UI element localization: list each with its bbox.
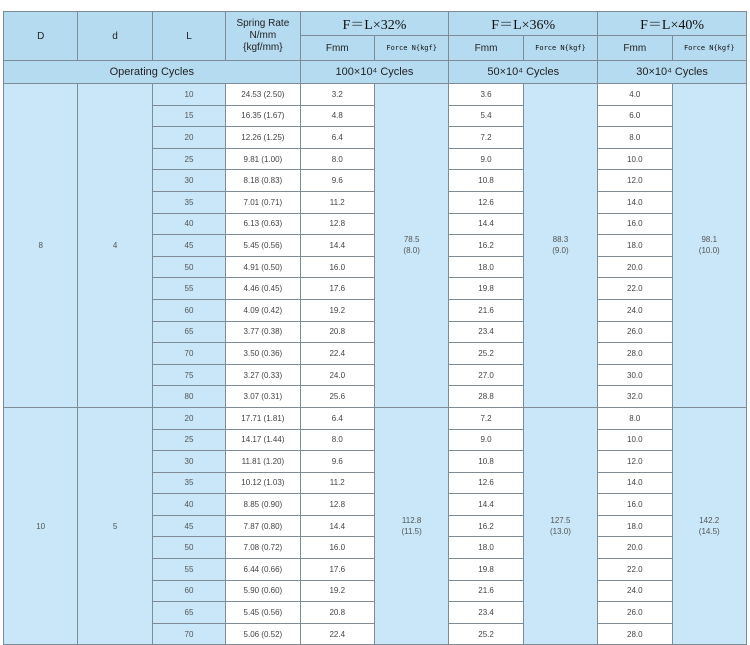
cell-fmm-40: 16.0 [598,494,672,516]
cell-d: 5 [78,407,152,645]
operating-cycles-40: 30×10⁴ Cycles [598,61,747,84]
cell-L: 25 [152,429,225,451]
cell-spring-rate: 6.44 (0.66) [226,559,300,581]
cell-spring-rate: 3.07 (0.31) [226,386,300,408]
cell-fmm-36: 14.4 [449,213,523,235]
cell-fmm-32: 22.4 [300,343,374,365]
cell-fmm-40: 10.0 [598,429,672,451]
cell-fmm-32: 16.0 [300,256,374,278]
cell-spring-rate: 24.53 (2.50) [226,84,300,106]
cell-force-36-kgf: (9.0) [552,246,569,256]
cell-fmm-40: 8.0 [598,407,672,429]
cell-fmm-32: 20.8 [300,321,374,343]
cell-fmm-40: 8.0 [598,127,672,149]
cell-fmm-32: 17.6 [300,559,374,581]
cell-L: 75 [152,364,225,386]
cell-D: 10 [4,407,78,645]
header-group-32: F＝L×32% [300,12,449,36]
cell-L: 40 [152,213,225,235]
cell-spring-rate: 14.17 (1.44) [226,429,300,451]
cell-L: 65 [152,321,225,343]
cell-spring-rate: 7.08 (0.72) [226,537,300,559]
cell-L: 60 [152,580,225,602]
cell-L: 70 [152,623,225,645]
cell-force-32-kgf: (11.5) [401,527,422,537]
header-row-1 [4,12,747,36]
header-spring-rate [226,12,300,61]
cell-fmm-32: 16.0 [300,537,374,559]
cell-fmm-36: 7.2 [449,407,523,429]
cell-fmm-40: 24.0 [598,580,672,602]
cell-fmm-36: 10.8 [449,451,523,473]
cell-L: 20 [152,127,225,149]
cell-force-36 [523,84,597,408]
cell-fmm-36: 14.4 [449,494,523,516]
cell-fmm-40: 24.0 [598,299,672,321]
cell-fmm-36: 21.6 [449,299,523,321]
cell-fmm-32: 12.8 [300,494,374,516]
cell-fmm-36: 28.8 [449,386,523,408]
cell-fmm-32: 20.8 [300,602,374,624]
cell-force-32 [374,84,448,408]
header-d: d [78,12,152,61]
cell-L: 35 [152,472,225,494]
cell-fmm-40: 14.0 [598,191,672,213]
cell-fmm-32: 24.0 [300,364,374,386]
cell-fmm-40: 26.0 [598,602,672,624]
header-group-40: F＝L×40% [598,12,747,36]
cell-fmm-40: 4.0 [598,84,672,106]
cell-L: 55 [152,559,225,581]
cell-spring-rate: 7.87 (0.80) [226,515,300,537]
cell-spring-rate: 3.27 (0.33) [226,364,300,386]
cell-spring-rate: 5.45 (0.56) [226,235,300,257]
cell-fmm-40: 14.0 [598,472,672,494]
cell-fmm-36: 10.8 [449,170,523,192]
cell-fmm-32: 4.8 [300,105,374,127]
cell-spring-rate: 8.85 (0.90) [226,494,300,516]
cell-spring-rate: 11.81 (1.20) [226,451,300,473]
cell-L: 80 [152,386,225,408]
cell-force-32-kgf: (8.0) [403,246,420,256]
cell-fmm-40: 16.0 [598,213,672,235]
cell-fmm-32: 12.8 [300,213,374,235]
header-force-36: Force N{kgf} [523,36,597,61]
cell-fmm-36: 9.0 [449,148,523,170]
table-body [4,12,747,645]
cell-fmm-40: 20.0 [598,537,672,559]
cell-fmm-36: 25.2 [449,623,523,645]
cell-spring-rate: 12.26 (1.25) [226,127,300,149]
cell-spring-rate: 10.12 (1.03) [226,472,300,494]
cell-fmm-36: 12.6 [449,191,523,213]
cell-spring-rate: 8.18 (0.83) [226,170,300,192]
cell-fmm-40: 30.0 [598,364,672,386]
cell-spring-rate: 6.13 (0.63) [226,213,300,235]
cell-fmm-36: 5.4 [449,105,523,127]
cell-fmm-36: 19.8 [449,559,523,581]
cell-fmm-32: 14.4 [300,515,374,537]
cell-fmm-32: 6.4 [300,127,374,149]
cell-fmm-36: 16.2 [449,515,523,537]
header-L: L [152,12,225,61]
cell-L: 45 [152,515,225,537]
cell-fmm-36: 12.6 [449,472,523,494]
cell-fmm-32: 14.4 [300,235,374,257]
header-spring-rate-line-3: {kgf/mm} [243,42,283,53]
cell-force-40 [672,407,746,645]
cell-fmm-36: 18.0 [449,256,523,278]
cell-fmm-36: 27.0 [449,364,523,386]
header-force-32: Force N{kgf} [374,36,448,61]
cell-force-32 [374,407,448,645]
cell-fmm-40: 18.0 [598,235,672,257]
spring-table [3,11,747,645]
cell-spring-rate: 4.09 (0.42) [226,299,300,321]
cell-spring-rate: 16.35 (1.67) [226,105,300,127]
cell-force-40-value: 142.2 [699,516,720,526]
cell-force-36 [523,407,597,645]
operating-cycles-label: Operating Cycles [4,61,301,84]
header-fmm-40: Fmm [598,36,672,61]
cell-force-32-value: 78.5 [403,235,420,245]
cell-fmm-36: 7.2 [449,127,523,149]
cell-fmm-40: 20.0 [598,256,672,278]
cell-L: 30 [152,451,225,473]
cell-spring-rate: 4.91 (0.50) [226,256,300,278]
cell-spring-rate: 3.50 (0.36) [226,343,300,365]
cell-fmm-32: 9.6 [300,451,374,473]
cell-fmm-36: 23.4 [449,321,523,343]
cell-force-36-value: 88.3 [552,235,569,245]
cell-fmm-40: 28.0 [598,343,672,365]
cell-spring-rate: 17.71 (1.81) [226,407,300,429]
cell-L: 40 [152,494,225,516]
cell-fmm-40: 22.0 [598,559,672,581]
cell-d: 4 [78,84,152,408]
cell-fmm-32: 6.4 [300,407,374,429]
header-group-36: F＝L×36% [449,12,598,36]
cell-spring-rate: 5.90 (0.60) [226,580,300,602]
cell-L: 20 [152,407,225,429]
cell-L: 60 [152,299,225,321]
cell-fmm-36: 9.0 [449,429,523,451]
cell-L: 15 [152,105,225,127]
cell-fmm-40: 32.0 [598,386,672,408]
cell-fmm-40: 26.0 [598,321,672,343]
cell-fmm-36: 16.2 [449,235,523,257]
header-fmm-36: Fmm [449,36,523,61]
cell-fmm-32: 8.0 [300,429,374,451]
cell-L: 25 [152,148,225,170]
cell-force-36-value: 127.5 [550,516,571,526]
cell-fmm-36: 23.4 [449,602,523,624]
cell-L: 70 [152,343,225,365]
operating-cycles-36: 50×10⁴ Cycles [449,61,598,84]
cell-spring-rate: 5.06 (0.52) [226,623,300,645]
cell-L: 65 [152,602,225,624]
cell-L: 30 [152,170,225,192]
cell-fmm-40: 18.0 [598,515,672,537]
header-D: D [4,12,78,61]
cell-force-40-kgf: (10.0) [698,246,720,256]
cell-spring-rate: 4.46 (0.45) [226,278,300,300]
header-fmm-32: Fmm [300,36,374,61]
cell-fmm-36: 25.2 [449,343,523,365]
cell-spring-rate: 3.77 (0.38) [226,321,300,343]
cell-fmm-36: 3.6 [449,84,523,106]
cell-force-40-value: 98.1 [701,235,718,245]
cell-spring-rate: 5.45 (0.56) [226,602,300,624]
cell-fmm-32: 19.2 [300,299,374,321]
header-force-40: Force N{kgf} [672,36,746,61]
header-spring-rate-line-1: Spring Rate [236,18,290,29]
cell-fmm-40: 22.0 [598,278,672,300]
cell-fmm-32: 3.2 [300,84,374,106]
cell-fmm-36: 18.0 [449,537,523,559]
cell-L: 55 [152,278,225,300]
table-row [4,84,747,106]
cell-L: 10 [152,84,225,106]
cell-fmm-32: 11.2 [300,472,374,494]
cell-L: 45 [152,235,225,257]
cell-fmm-32: 17.6 [300,278,374,300]
cell-force-32-value: 112.8 [401,516,422,526]
operating-cycles-32: 100×10⁴ Cycles [300,61,449,84]
cell-fmm-32: 22.4 [300,623,374,645]
operating-cycles-row [4,61,747,84]
cell-force-40-kgf: (14.5) [698,527,720,537]
cell-L: 50 [152,537,225,559]
cell-fmm-32: 11.2 [300,191,374,213]
cell-force-40 [672,84,746,408]
cell-spring-rate: 7.01 (0.71) [226,191,300,213]
cell-fmm-40: 12.0 [598,451,672,473]
cell-fmm-36: 19.8 [449,278,523,300]
cell-fmm-40: 28.0 [598,623,672,645]
cell-fmm-32: 19.2 [300,580,374,602]
cell-fmm-36: 21.6 [449,580,523,602]
cell-spring-rate: 9.81 (1.00) [226,148,300,170]
cell-D: 8 [4,84,78,408]
table-row [4,407,747,429]
cell-fmm-40: 6.0 [598,105,672,127]
cell-fmm-40: 12.0 [598,170,672,192]
cell-L: 35 [152,191,225,213]
cell-fmm-40: 10.0 [598,148,672,170]
cell-fmm-32: 25.6 [300,386,374,408]
header-spring-rate-line-2: N/mm [249,30,277,41]
cell-L: 50 [152,256,225,278]
cell-fmm-32: 8.0 [300,148,374,170]
cell-fmm-32: 9.6 [300,170,374,192]
cell-force-36-kgf: (13.0) [549,527,571,537]
